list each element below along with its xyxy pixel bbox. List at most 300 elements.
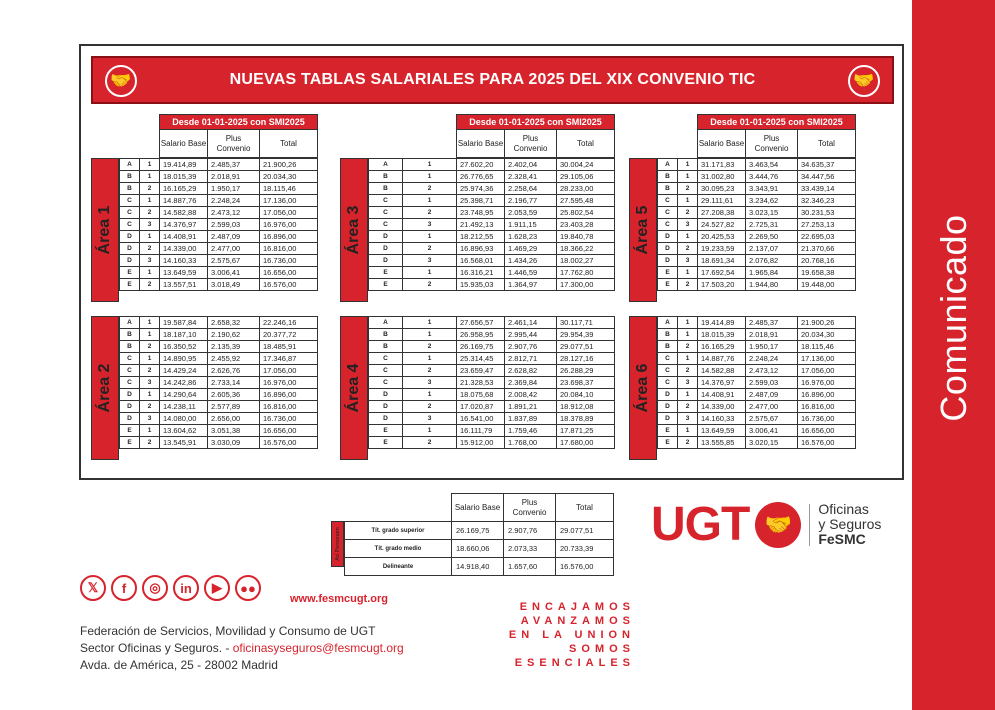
col-header-plus: Plus Convenio	[208, 130, 260, 158]
total-cell: 30.117,71	[557, 317, 615, 329]
plus-cell: 2.018,91	[208, 171, 260, 183]
plus-cell: 1.950,17	[208, 183, 260, 195]
plus-cell: 2.137,07	[746, 243, 798, 255]
group-cell: B	[658, 171, 678, 183]
level-cell: 3	[678, 255, 698, 267]
total-cell: 16.736,00	[260, 413, 318, 425]
plus-cell: 1.944,80	[746, 279, 798, 291]
level-cell: 2	[678, 207, 698, 219]
plus-cell: 2.656,00	[208, 413, 260, 425]
plus-cell: 2.485,37	[208, 159, 260, 171]
group-cell: B	[369, 183, 403, 195]
base-cell: 14.339,00	[160, 243, 208, 255]
table-row	[369, 329, 615, 341]
level-cell: 1	[678, 329, 698, 341]
table-row	[369, 159, 615, 171]
level-cell: 2	[140, 279, 160, 291]
level-cell: 2	[678, 183, 698, 195]
col-header-plus: Plus Convenio	[746, 130, 798, 158]
table-row	[658, 171, 856, 183]
level-cell: 1	[678, 353, 698, 365]
group-cell: C	[120, 219, 140, 231]
table-row	[369, 377, 615, 389]
period-header: Desde 01-01-2025 con SMI2025	[456, 114, 615, 130]
group-cell: D	[658, 401, 678, 413]
table-row	[658, 159, 856, 171]
base-cell: 14.890,95	[160, 353, 208, 365]
group-cell: C	[120, 207, 140, 219]
group-cell: C	[658, 219, 678, 231]
level-cell: 2	[678, 365, 698, 377]
group-cell: D	[369, 243, 403, 255]
base-cell: 14.238,11	[160, 401, 208, 413]
salary-grid	[119, 158, 318, 291]
table-row	[658, 255, 856, 267]
level-cell: 3	[140, 413, 160, 425]
group-cell: B	[369, 341, 403, 353]
plus-cell: 1.768,00	[505, 437, 557, 449]
level-cell: 1	[403, 353, 457, 365]
plus-cell: 1.434,26	[505, 255, 557, 267]
group-cell: C	[369, 207, 403, 219]
base-cell: 14.376,97	[698, 377, 746, 389]
total-cell: 17.346,87	[260, 353, 318, 365]
level-cell: 3	[140, 255, 160, 267]
base-cell: 23.659,47	[457, 365, 505, 377]
total-cell: 17.056,00	[260, 207, 318, 219]
plus-cell: 2.812,71	[505, 353, 557, 365]
level-cell: 2	[403, 437, 457, 449]
plus-cell: 2.487,09	[746, 389, 798, 401]
total-cell: 20.733,39	[556, 540, 614, 558]
total-cell: 30.004,24	[557, 159, 615, 171]
base-cell: 31.002,80	[698, 171, 746, 183]
plus-cell: 2.907,76	[504, 522, 556, 540]
table-row	[120, 389, 318, 401]
base-cell: 25.314,45	[457, 353, 505, 365]
group-cell: E	[369, 425, 403, 437]
col-header-base: Salario Base	[160, 130, 208, 158]
salary-grid	[119, 316, 318, 449]
total-cell: 17.300,00	[557, 279, 615, 291]
base-cell: 26.776,65	[457, 171, 505, 183]
total-cell: 17.136,00	[798, 353, 856, 365]
plus-cell: 3.020,15	[746, 437, 798, 449]
level-cell: 1	[140, 389, 160, 401]
total-cell: 16.896,00	[260, 389, 318, 401]
level-cell: 2	[140, 401, 160, 413]
level-cell: 1	[678, 425, 698, 437]
table-row	[369, 207, 615, 219]
base-cell: 24.527,82	[698, 219, 746, 231]
plus-cell: 3.006,41	[746, 425, 798, 437]
level-cell: 2	[403, 207, 457, 219]
total-cell: 20.084,10	[557, 389, 615, 401]
total-cell: 20.034,30	[798, 329, 856, 341]
base-cell: 23.748,95	[457, 207, 505, 219]
plus-cell: 1.837,89	[505, 413, 557, 425]
group-cell: A	[369, 317, 403, 329]
level-cell: 1	[140, 425, 160, 437]
base-cell: 14.582,88	[698, 365, 746, 377]
table-row	[120, 413, 318, 425]
total-cell: 16.576,00	[260, 279, 318, 291]
total-cell: 16.656,00	[260, 267, 318, 279]
plus-cell: 2.190,62	[208, 329, 260, 341]
plus-cell: 3.343,91	[746, 183, 798, 195]
total-cell: 16.736,00	[260, 255, 318, 267]
plus-cell: 1.657,60	[504, 558, 556, 576]
level-cell: 1	[403, 389, 457, 401]
flickr-icon[interactable]: ●●	[235, 575, 261, 601]
plus-cell: 2.477,00	[208, 243, 260, 255]
group-cell: D	[658, 231, 678, 243]
plus-cell: 2.248,24	[746, 353, 798, 365]
base-cell: 18.212,55	[457, 231, 505, 243]
total-cell: 29.077,51	[556, 522, 614, 540]
plus-cell: 2.248,24	[208, 195, 260, 207]
group-cell: C	[369, 219, 403, 231]
plus-cell: 2.599,03	[746, 377, 798, 389]
total-cell: 26.288,29	[557, 365, 615, 377]
plus-cell: 1.950,17	[746, 341, 798, 353]
group-cell: B	[369, 171, 403, 183]
total-cell: 19.840,78	[557, 231, 615, 243]
table-row	[120, 255, 318, 267]
facebook-icon[interactable]: f	[111, 575, 137, 601]
plus-cell: 2.269,50	[746, 231, 798, 243]
group-cell: E	[120, 437, 140, 449]
column-headers	[159, 130, 318, 158]
group-cell: D	[120, 243, 140, 255]
base-cell: 15.912,00	[457, 437, 505, 449]
x-icon[interactable]: 𝕏	[80, 575, 106, 601]
table-row	[658, 425, 856, 437]
level-cell: 2	[403, 341, 457, 353]
base-cell: 19.414,89	[698, 317, 746, 329]
total-cell: 29.105,06	[557, 171, 615, 183]
base-cell: 13.649,59	[160, 267, 208, 279]
total-cell: 28.233,00	[557, 183, 615, 195]
col-header-plus: Plus Convenio	[504, 494, 556, 522]
level-cell: 1	[403, 267, 457, 279]
level-cell: 2	[403, 183, 457, 195]
level-cell: 3	[403, 377, 457, 389]
plus-cell: 2.658,32	[208, 317, 260, 329]
group-cell: A	[658, 317, 678, 329]
level-cell: 1	[678, 195, 698, 207]
group-cell: E	[120, 425, 140, 437]
group-cell: B	[120, 341, 140, 353]
group-cell: E	[658, 425, 678, 437]
table-row	[658, 317, 856, 329]
table-row	[345, 558, 614, 576]
base-cell: 18.691,34	[698, 255, 746, 267]
level-cell: 1	[403, 195, 457, 207]
table-row	[345, 522, 614, 540]
area-label-text: Área 2	[96, 363, 113, 413]
table-row	[369, 279, 615, 291]
total-cell: 21.370,66	[798, 243, 856, 255]
plus-cell: 2.628,82	[505, 365, 557, 377]
base-cell: 16.111,79	[457, 425, 505, 437]
group-cell: C	[658, 377, 678, 389]
group-cell: E	[369, 437, 403, 449]
group-cell: D	[120, 401, 140, 413]
table-row	[120, 243, 318, 255]
plus-cell: 2.575,67	[208, 255, 260, 267]
table-row	[120, 437, 318, 449]
social-links	[80, 575, 261, 601]
level-cell: 1	[140, 267, 160, 279]
title-banner	[91, 56, 894, 104]
total-cell: 19.658,38	[798, 267, 856, 279]
group-cell: D	[658, 255, 678, 267]
table-row	[658, 243, 856, 255]
group-cell: C	[658, 365, 678, 377]
total-cell: 16.976,00	[260, 377, 318, 389]
base-cell: 16.165,29	[160, 183, 208, 195]
col-header-base: Salario Base	[698, 130, 746, 158]
plus-cell: 2.402,04	[505, 159, 557, 171]
col-header-total: Total	[556, 494, 614, 522]
total-cell: 23.403,28	[557, 219, 615, 231]
total-cell: 29.077,51	[557, 341, 615, 353]
column-headers	[697, 130, 856, 158]
table-row	[369, 437, 615, 449]
group-cell: D	[658, 389, 678, 401]
level-cell: 2	[403, 401, 457, 413]
table-row	[658, 195, 856, 207]
level-cell: 1	[403, 231, 457, 243]
total-cell: 27.253,13	[798, 219, 856, 231]
total-cell: 18.912,08	[557, 401, 615, 413]
total-cell: 18.485,91	[260, 341, 318, 353]
plus-cell: 3.006,41	[208, 267, 260, 279]
logo-subtitle: Oficinas y Seguros FeSMC	[818, 501, 882, 547]
side-banner	[912, 0, 995, 710]
table-row	[658, 353, 856, 365]
base-cell: 13.545,91	[160, 437, 208, 449]
group-cell: D	[369, 389, 403, 401]
area-label-text: Área 4	[345, 363, 362, 413]
side-banner-label: Comunicado	[932, 214, 974, 422]
group-cell: C	[120, 377, 140, 389]
logo-divider	[809, 504, 810, 546]
email-link[interactable]: oficinasyseguros@fesmcugt.org	[232, 641, 404, 655]
col-header-base: Salario Base	[457, 130, 505, 158]
base-cell: 21.492,13	[457, 219, 505, 231]
total-cell: 18.115,46	[798, 341, 856, 353]
level-cell: 1	[678, 267, 698, 279]
base-cell: 29.111,61	[698, 195, 746, 207]
plus-cell: 2.196,77	[505, 195, 557, 207]
handshake-icon: 🤝	[105, 65, 137, 97]
col-header-total: Total	[260, 130, 318, 158]
table-row	[369, 353, 615, 365]
group-cell: A	[369, 159, 403, 171]
base-cell: 16.350,52	[160, 341, 208, 353]
base-cell: 21.328,53	[457, 377, 505, 389]
base-cell: 19.233,59	[698, 243, 746, 255]
group-cell: E	[120, 279, 140, 291]
table-row	[120, 159, 318, 171]
level-cell: 3	[678, 377, 698, 389]
base-cell: 27.208,38	[698, 207, 746, 219]
plus-cell: 2.073,33	[504, 540, 556, 558]
group-cell: B	[120, 329, 140, 341]
salary-grid	[657, 316, 856, 449]
level-cell: 2	[403, 243, 457, 255]
group-cell: D	[120, 389, 140, 401]
base-cell: 26.169,75	[452, 522, 504, 540]
level-cell: 1	[140, 353, 160, 365]
group-cell: D	[658, 413, 678, 425]
table-row	[120, 279, 318, 291]
level-cell: 2	[678, 401, 698, 413]
base-cell: 14.160,33	[698, 413, 746, 425]
base-cell: 17.692,54	[698, 267, 746, 279]
plus-cell: 2.369,84	[505, 377, 557, 389]
level-cell: 2	[140, 341, 160, 353]
total-cell: 28.127,16	[557, 353, 615, 365]
level-cell: 2	[403, 365, 457, 377]
level-cell: 1	[678, 231, 698, 243]
base-cell: 27.656,57	[457, 317, 505, 329]
group-cell: D	[120, 255, 140, 267]
table-row	[369, 183, 615, 195]
group-cell: B	[120, 183, 140, 195]
total-cell: 25.802,54	[557, 207, 615, 219]
group-cell: A	[120, 317, 140, 329]
group-cell: C	[120, 195, 140, 207]
area-label	[91, 316, 119, 460]
area-label-text: Área 3	[345, 205, 362, 255]
plus-cell: 2.328,41	[505, 171, 557, 183]
group-cell: E	[369, 267, 403, 279]
ad-personam-label: Ad Personam	[331, 521, 344, 567]
total-cell: 16.896,00	[260, 231, 318, 243]
plus-cell: 1.446,59	[505, 267, 557, 279]
period-header: Desde 01-01-2025 con SMI2025	[697, 114, 856, 130]
base-cell: 16.896,93	[457, 243, 505, 255]
level-cell: 1	[140, 317, 160, 329]
total-cell: 17.762,80	[557, 267, 615, 279]
table-row	[658, 365, 856, 377]
handshake-icon: 🤝	[848, 65, 880, 97]
total-cell: 30.231,53	[798, 207, 856, 219]
group-cell: B	[658, 341, 678, 353]
level-cell: 1	[403, 317, 457, 329]
plus-cell: 2.599,03	[208, 219, 260, 231]
level-cell: 1	[403, 425, 457, 437]
group-cell: E	[658, 279, 678, 291]
total-cell: 16.656,00	[260, 425, 318, 437]
base-cell: 25.974,36	[457, 183, 505, 195]
group-cell: E	[369, 279, 403, 291]
total-cell: 18.002,27	[557, 255, 615, 267]
plus-cell: 1.891,21	[505, 401, 557, 413]
table-row	[120, 377, 318, 389]
total-cell: 19.448,00	[798, 279, 856, 291]
table-row	[658, 183, 856, 195]
group-cell: C	[369, 377, 403, 389]
table-row	[369, 171, 615, 183]
table-row	[658, 389, 856, 401]
plus-cell: 3.463,54	[746, 159, 798, 171]
instagram-icon[interactable]: ◎	[142, 575, 168, 601]
total-cell: 16.896,00	[798, 389, 856, 401]
level-cell: 2	[678, 243, 698, 255]
group-cell: D	[369, 231, 403, 243]
total-cell: 22.695,03	[798, 231, 856, 243]
level-cell: 2	[678, 437, 698, 449]
table-row	[369, 195, 615, 207]
group-cell: D	[369, 255, 403, 267]
table-row	[369, 219, 615, 231]
col-header-base: Salario Base	[452, 494, 504, 522]
group-cell: C	[658, 207, 678, 219]
plus-cell: 2.018,91	[746, 329, 798, 341]
level-cell: 1	[678, 317, 698, 329]
group-cell: D	[120, 413, 140, 425]
website-link[interactable]: www.fesmcugt.org	[290, 593, 388, 605]
plus-cell: 2.461,14	[505, 317, 557, 329]
area-label	[91, 158, 119, 302]
base-cell: 18.075,68	[457, 389, 505, 401]
base-cell: 14.918,40	[452, 558, 504, 576]
table-row	[658, 329, 856, 341]
level-cell: 1	[678, 389, 698, 401]
base-cell: 16.316,21	[457, 267, 505, 279]
total-cell: 17.056,00	[260, 365, 318, 377]
plus-cell: 2.135,39	[208, 341, 260, 353]
footer-address	[80, 623, 404, 674]
area-label	[629, 316, 657, 460]
table-row	[658, 231, 856, 243]
level-cell: 3	[140, 219, 160, 231]
base-cell: 14.080,00	[160, 413, 208, 425]
group-cell: A	[658, 159, 678, 171]
base-cell: 14.887,76	[160, 195, 208, 207]
table-row	[120, 231, 318, 243]
plus-cell: 2.473,12	[746, 365, 798, 377]
plus-cell: 3.234,62	[746, 195, 798, 207]
level-cell: 2	[140, 437, 160, 449]
table-row	[658, 279, 856, 291]
youtube-icon[interactable]: ▶	[204, 575, 230, 601]
group-cell: A	[120, 159, 140, 171]
table-row	[369, 413, 615, 425]
plus-cell: 2.076,82	[746, 255, 798, 267]
plus-cell: 3.023,15	[746, 207, 798, 219]
base-cell: 14.408,91	[698, 389, 746, 401]
base-cell: 30.095,23	[698, 183, 746, 195]
plus-cell: 3.030,09	[208, 437, 260, 449]
plus-cell: 1.911,15	[505, 219, 557, 231]
total-cell: 29.954,39	[557, 329, 615, 341]
plus-cell: 3.018,49	[208, 279, 260, 291]
total-cell: 34.447,56	[798, 171, 856, 183]
plus-cell: 1.628,23	[505, 231, 557, 243]
linkedin-icon[interactable]: in	[173, 575, 199, 601]
table-row	[120, 317, 318, 329]
category-cell: Tít. grado superior	[345, 522, 452, 540]
total-cell: 20.768,16	[798, 255, 856, 267]
group-cell: C	[658, 353, 678, 365]
area-label-text: Área 1	[96, 205, 113, 255]
base-cell: 17.020,87	[457, 401, 505, 413]
